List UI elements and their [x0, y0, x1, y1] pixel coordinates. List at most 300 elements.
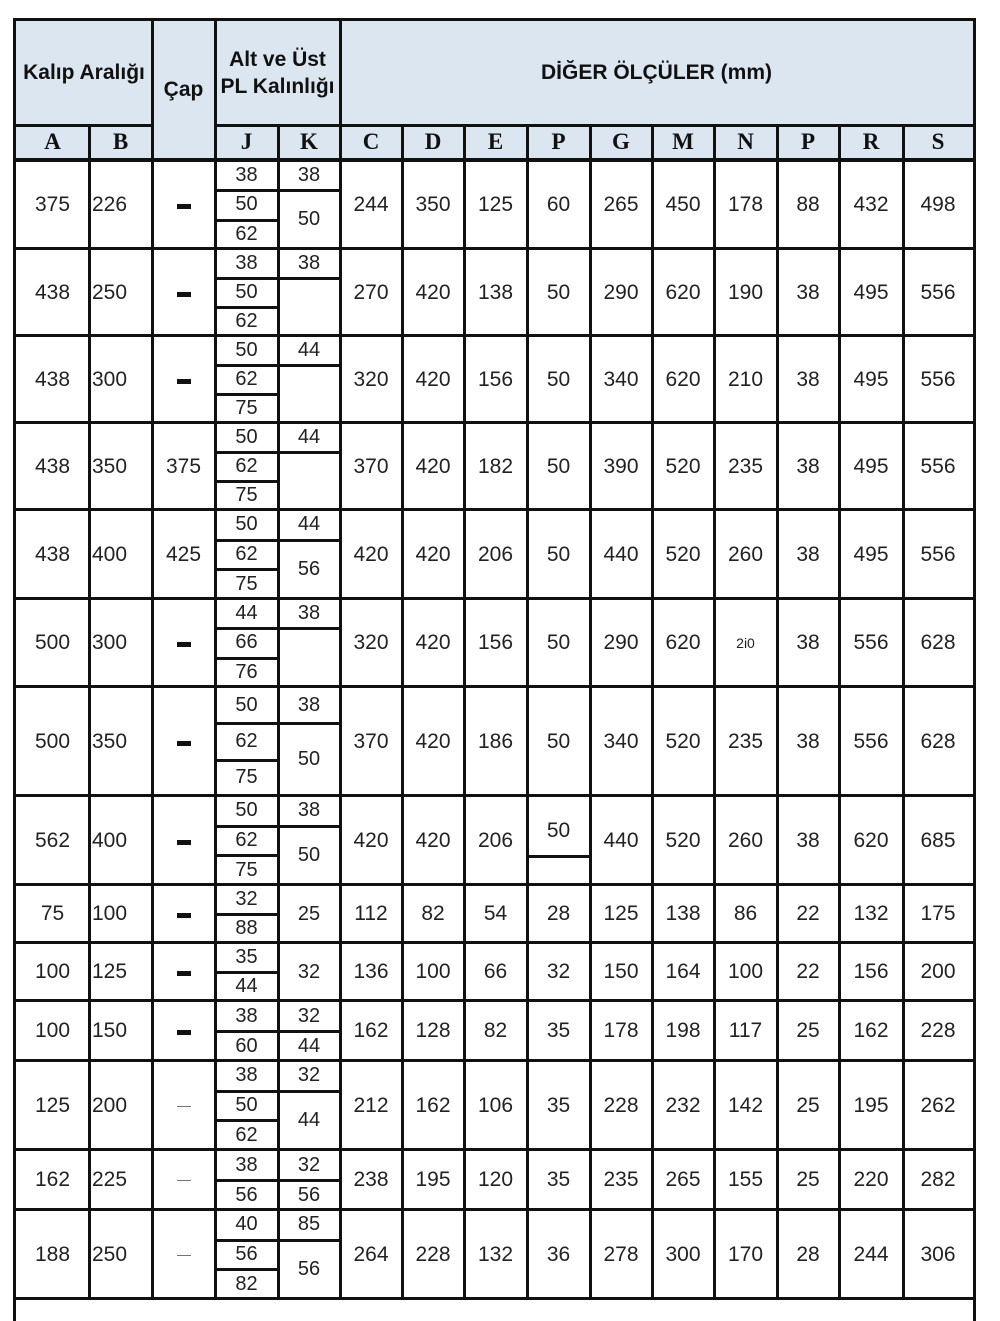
cell-r: 220	[853, 1168, 889, 1191]
cell-m: 450	[665, 193, 701, 216]
cell-e: 138	[477, 280, 514, 304]
j-value: 88	[235, 917, 258, 939]
k-value	[278, 628, 340, 687]
grid-line	[217, 364, 278, 367]
dimension-table	[13, 18, 976, 1321]
column-letter-N: N	[714, 125, 777, 158]
grid-line	[280, 1179, 340, 1182]
grid-line	[217, 1239, 278, 1242]
cell-b: 200	[92, 1093, 128, 1117]
cell-c: 370	[353, 454, 389, 478]
cell-a: 375	[34, 193, 71, 216]
j-value: 82	[235, 1272, 258, 1295]
column-letter-P: P	[777, 125, 839, 158]
cell-d: 420	[415, 454, 451, 478]
cell-p1: 50	[546, 454, 571, 478]
cell-b: 226	[92, 193, 128, 216]
cell-p2: 25	[796, 1093, 820, 1117]
cell-b: 400	[92, 542, 128, 566]
cell-a: 162	[34, 1168, 71, 1191]
cap-dash	[177, 379, 191, 384]
cell-p2: 38	[796, 631, 820, 654]
cell-r: 156	[853, 960, 889, 983]
cell-r: 432	[853, 193, 889, 216]
cell-b: 400	[92, 828, 128, 852]
cell-p2: 88	[796, 193, 820, 216]
cell-s: 556	[920, 542, 956, 566]
column-letter-E: E	[464, 125, 527, 158]
cell-m: 620	[665, 631, 701, 654]
cell-r: 495	[853, 367, 889, 391]
cell-c: 320	[353, 367, 389, 391]
j-value: 35	[235, 946, 258, 968]
cell-r: 495	[853, 454, 889, 478]
k-value: 44	[297, 426, 321, 448]
cap-dash	[177, 642, 191, 647]
cell-p1: 35	[546, 1019, 571, 1042]
cell-r: 162	[853, 1019, 889, 1042]
grid-line	[280, 189, 340, 192]
cell-b: 250	[92, 1242, 128, 1266]
j-value: 56	[235, 1242, 258, 1265]
grid-line	[339, 21, 342, 1299]
grid-line	[217, 306, 278, 309]
cap-dash	[177, 971, 191, 976]
cell-s: 282	[920, 1168, 956, 1191]
cell-b: 350	[92, 454, 128, 478]
grid-line	[217, 189, 278, 192]
cell-c: 270	[353, 280, 389, 304]
cell-s: 556	[920, 367, 956, 391]
k-value: 50	[297, 208, 321, 231]
cell-m: 520	[665, 454, 701, 478]
grid-line	[280, 1239, 340, 1242]
grid-line	[16, 160, 973, 162]
grid-line	[776, 125, 779, 1299]
cell-p1: 50	[546, 818, 571, 842]
cell-n: 178	[727, 193, 764, 216]
grid-line	[280, 277, 340, 280]
header-alt-ust-line1: Alt ve Üst	[229, 47, 326, 71]
cell-n: 2i0	[736, 635, 755, 651]
column-letter-D: D	[402, 125, 464, 158]
cell-m: 620	[665, 367, 701, 391]
cell-p1: 50	[546, 729, 571, 753]
cell-p2: 38	[796, 828, 820, 852]
cell-s: 556	[920, 280, 956, 304]
grid-line	[280, 451, 340, 454]
grid-line	[280, 1090, 340, 1093]
column-letter-J: J	[215, 125, 278, 158]
cell-a: 100	[34, 960, 71, 983]
grid-line	[217, 480, 278, 483]
grid-line	[280, 825, 340, 828]
k-value: 56	[297, 557, 321, 580]
cell-e: 125	[477, 193, 514, 216]
grid-line	[214, 21, 217, 1299]
cap-dash	[177, 1106, 191, 1107]
k-value: 50	[297, 748, 321, 771]
cell-d: 420	[415, 280, 451, 304]
column-letter-P: P	[527, 125, 590, 158]
cell-c: 238	[353, 1168, 389, 1191]
cap-value: 425	[165, 542, 202, 566]
cell-s: 556	[920, 454, 956, 478]
cell-g: 390	[603, 454, 639, 478]
cell-p1: 35	[546, 1093, 571, 1117]
j-value: 44	[235, 975, 258, 997]
j-value: 62	[235, 368, 258, 390]
cell-e: 186	[477, 729, 514, 753]
cell-p2: 38	[796, 729, 820, 753]
grid-line	[838, 125, 841, 1299]
grid-line	[280, 1030, 340, 1033]
cell-n: 235	[727, 729, 764, 753]
grid-line	[217, 759, 278, 762]
k-value: 32	[297, 1064, 321, 1087]
grid-line	[217, 854, 278, 857]
cell-r: 495	[853, 280, 889, 304]
column-letter-M: M	[652, 125, 714, 158]
cell-b: 250	[92, 280, 128, 304]
k-value: 50	[297, 843, 321, 866]
cell-c: 320	[353, 631, 389, 654]
k-value: 38	[297, 693, 321, 716]
grid-line	[151, 21, 154, 1299]
cell-p2: 25	[796, 1019, 820, 1042]
j-value: 62	[235, 455, 258, 477]
j-value: 62	[235, 828, 258, 851]
cell-e: 106	[477, 1093, 514, 1117]
cell-a: 100	[34, 1019, 71, 1042]
cell-p1: 50	[546, 280, 571, 304]
column-letter-K: K	[278, 125, 340, 158]
cell-s: 262	[920, 1093, 956, 1117]
cell-n: 117	[728, 1019, 763, 1042]
cell-n: 190	[727, 280, 764, 304]
k-value: 25	[297, 902, 321, 925]
grid-line	[217, 722, 278, 725]
k-value	[278, 452, 340, 510]
j-value: 50	[235, 339, 258, 361]
cell-g: 340	[603, 729, 639, 753]
cell-p1: 35	[546, 1168, 571, 1191]
cell-p1: 50	[546, 542, 571, 566]
cell-c: 420	[353, 542, 389, 566]
j-value: 38	[235, 1004, 258, 1027]
cell-a: 500	[34, 631, 71, 654]
k-value	[278, 278, 340, 336]
cell-m: 265	[665, 1168, 701, 1191]
grid-line	[902, 125, 905, 1299]
j-value: 62	[235, 310, 258, 332]
cell-a: 75	[40, 902, 65, 925]
grid-line	[217, 657, 278, 660]
cell-g: 178	[603, 1019, 639, 1042]
j-value: 50	[235, 193, 258, 216]
j-value: 50	[235, 513, 258, 536]
j-value: 60	[235, 1034, 258, 1057]
cell-n: 142	[727, 1093, 764, 1117]
header-alt-ust	[215, 21, 340, 125]
j-value: 50	[235, 426, 258, 448]
grid-line	[16, 1297, 973, 1300]
k-value: 38	[297, 799, 321, 822]
grid-line	[217, 568, 278, 571]
grid-line	[217, 277, 278, 280]
cell-e: 156	[477, 367, 514, 391]
k-value: 44	[297, 339, 321, 361]
cell-m: 138	[665, 902, 701, 925]
cell-e: 206	[477, 542, 514, 566]
cell-m: 232	[665, 1093, 701, 1117]
cell-r: 620	[853, 828, 889, 852]
cell-s: 175	[920, 902, 956, 925]
header-diger-olculer: DİĞER ÖLÇÜLER (mm)	[340, 21, 973, 125]
cell-p2: 22	[796, 902, 820, 925]
cell-e: 54	[483, 902, 508, 925]
cell-b: 150	[92, 1019, 128, 1042]
cell-a: 438	[34, 280, 71, 304]
j-value: 75	[235, 484, 258, 506]
cell-p1: 28	[546, 902, 571, 925]
cell-d: 228	[415, 1242, 451, 1266]
cell-s: 628	[920, 729, 956, 753]
cell-d: 420	[415, 367, 451, 391]
cell-a: 500	[34, 729, 71, 753]
cell-m: 520	[665, 828, 701, 852]
j-value: 50	[235, 1093, 258, 1116]
cell-b: 350	[92, 729, 128, 753]
grid-line	[217, 1179, 278, 1182]
grid-line	[217, 971, 278, 974]
cell-d: 82	[421, 902, 445, 925]
grid-line	[280, 539, 340, 542]
grid-line	[280, 627, 340, 630]
k-value: 56	[297, 1183, 321, 1206]
j-value: 66	[235, 631, 258, 654]
cell-c: 420	[353, 828, 389, 852]
cell-p2: 38	[796, 280, 820, 304]
cell-c: 112	[354, 902, 388, 925]
cell-e: 182	[477, 454, 514, 478]
cell-b: 300	[92, 631, 128, 654]
cell-c: 136	[353, 960, 389, 983]
cell-g: 290	[603, 631, 639, 654]
header-kalip-araligi: Kalıp Aralığı	[16, 21, 152, 125]
cap-dash	[177, 913, 191, 918]
cell-g: 340	[603, 367, 639, 391]
cell-c: 162	[353, 1019, 389, 1042]
cell-p2: 38	[796, 367, 820, 391]
j-value: 75	[235, 766, 258, 789]
cell-g: 228	[603, 1093, 639, 1117]
grid-line	[277, 125, 280, 1299]
cell-c: 264	[353, 1242, 389, 1266]
grid-line	[217, 825, 278, 828]
j-value: 75	[235, 572, 258, 595]
cell-g: 278	[603, 1242, 639, 1266]
cell-a: 125	[34, 1093, 71, 1117]
cap-dash	[177, 1030, 191, 1035]
cap-dash	[177, 1255, 191, 1256]
cell-g: 265	[603, 193, 639, 216]
cell-g: 440	[603, 828, 639, 852]
cell-s: 628	[920, 631, 956, 654]
k-value: 32	[297, 960, 321, 983]
k-value: 56	[297, 1257, 321, 1280]
cell-a: 438	[34, 367, 71, 391]
grid-line	[589, 125, 592, 1299]
cell-m: 520	[665, 729, 701, 753]
cell-e: 206	[477, 828, 514, 852]
cell-a: 562	[34, 828, 71, 852]
column-letter-S: S	[903, 125, 973, 158]
cell-p1: 50	[546, 631, 571, 654]
grid-line	[217, 1090, 278, 1093]
cell-n: 260	[727, 828, 764, 852]
k-value: 44	[297, 1108, 321, 1131]
grid-line	[280, 722, 340, 725]
grid-line	[217, 219, 278, 222]
cell-r: 556	[853, 631, 889, 654]
cell-p1: 60	[546, 193, 571, 216]
cell-a: 188	[34, 1242, 71, 1266]
grid-line	[339, 21, 342, 125]
j-value: 62	[235, 729, 258, 752]
k-value	[278, 365, 340, 423]
grid-line	[529, 855, 590, 858]
j-value: 75	[235, 397, 258, 419]
cell-a: 438	[34, 454, 71, 478]
cell-r: 195	[853, 1093, 889, 1117]
k-value: 38	[297, 164, 321, 187]
grid-line	[217, 627, 278, 630]
grid-line	[217, 1119, 278, 1122]
cell-e: 132	[477, 1242, 514, 1266]
cell-c: 370	[353, 729, 389, 753]
j-value: 50	[235, 799, 258, 822]
cell-e: 66	[483, 960, 508, 983]
column-letter-G: G	[590, 125, 652, 158]
grid-line	[217, 451, 278, 454]
cell-p2: 38	[796, 542, 820, 566]
cell-b: 225	[92, 1168, 128, 1191]
cell-a: 438	[34, 542, 71, 566]
cell-d: 420	[415, 729, 451, 753]
grid-line	[401, 125, 404, 1299]
cell-g: 125	[603, 902, 639, 925]
k-value: 44	[297, 513, 321, 536]
grid-line	[526, 125, 529, 1299]
cell-r: 495	[853, 542, 889, 566]
cell-n: 260	[727, 542, 764, 566]
j-value: 44	[235, 602, 258, 625]
cap-dash	[177, 1180, 191, 1181]
cell-g: 290	[603, 280, 639, 304]
j-value: 38	[235, 1153, 258, 1176]
cell-n: 100	[727, 960, 764, 983]
grid-line	[463, 125, 466, 1299]
grid-line	[217, 913, 278, 916]
grid-line	[651, 125, 654, 1299]
j-value: 76	[235, 660, 258, 683]
cell-d: 100	[415, 960, 451, 983]
cell-p1: 32	[546, 960, 571, 983]
cell-r: 132	[853, 902, 889, 925]
cell-r: 556	[853, 729, 889, 753]
header-alt-ust-line2: PL Kalınlığı	[220, 75, 335, 98]
column-letter-C: C	[340, 125, 402, 158]
grid-line	[217, 1030, 278, 1033]
cell-c: 212	[353, 1093, 389, 1117]
cell-m: 164	[665, 960, 701, 983]
j-value: 40	[235, 1213, 258, 1236]
j-value: 38	[235, 1064, 258, 1087]
cell-g: 150	[603, 960, 639, 983]
cell-b: 300	[92, 367, 128, 391]
cell-n: 210	[727, 367, 764, 391]
cap-dash	[177, 292, 191, 297]
grid-line	[217, 539, 278, 542]
cell-d: 420	[415, 542, 451, 566]
grid-line	[713, 125, 716, 1299]
cell-m: 300	[665, 1242, 701, 1266]
column-letter-B: B	[89, 125, 152, 158]
cap-dash	[177, 741, 191, 746]
k-value: 32	[297, 1153, 321, 1176]
cell-s: 685	[920, 828, 956, 852]
cell-d: 128	[415, 1019, 451, 1042]
cell-r: 244	[853, 1242, 889, 1266]
cell-b: 125	[92, 960, 128, 983]
j-value: 56	[235, 1183, 258, 1206]
cell-m: 520	[665, 542, 701, 566]
cell-s: 200	[920, 960, 956, 983]
cell-b: 100	[92, 902, 128, 925]
cell-d: 420	[415, 828, 451, 852]
cell-p1: 36	[546, 1242, 571, 1266]
cell-p2: 25	[796, 1168, 820, 1191]
cell-n: 86	[733, 902, 758, 925]
cap-dash	[177, 204, 191, 209]
grid-line	[16, 124, 152, 127]
j-value: 62	[235, 1123, 258, 1146]
cell-p2: 38	[796, 454, 820, 478]
cell-g: 440	[603, 542, 639, 566]
k-value: 38	[297, 602, 321, 625]
j-value: 50	[235, 281, 258, 303]
cell-m: 198	[665, 1019, 701, 1042]
grid-line	[217, 1268, 278, 1271]
j-value: 32	[235, 888, 258, 910]
k-value: 32	[297, 1004, 321, 1027]
cell-n: 235	[727, 454, 764, 478]
column-letter-A: A	[16, 125, 89, 158]
j-value: 38	[235, 164, 258, 187]
cell-d: 195	[415, 1168, 451, 1191]
header-cap: Çap	[152, 21, 215, 158]
grid-line	[88, 125, 91, 1299]
cell-s: 228	[920, 1019, 956, 1042]
grid-line	[217, 393, 278, 396]
cell-n: 155	[727, 1168, 764, 1191]
grid-line	[215, 124, 973, 127]
j-value: 62	[235, 542, 258, 565]
k-value: 85	[297, 1213, 321, 1236]
cell-c: 244	[353, 193, 389, 216]
cap-value: 375	[165, 454, 202, 478]
